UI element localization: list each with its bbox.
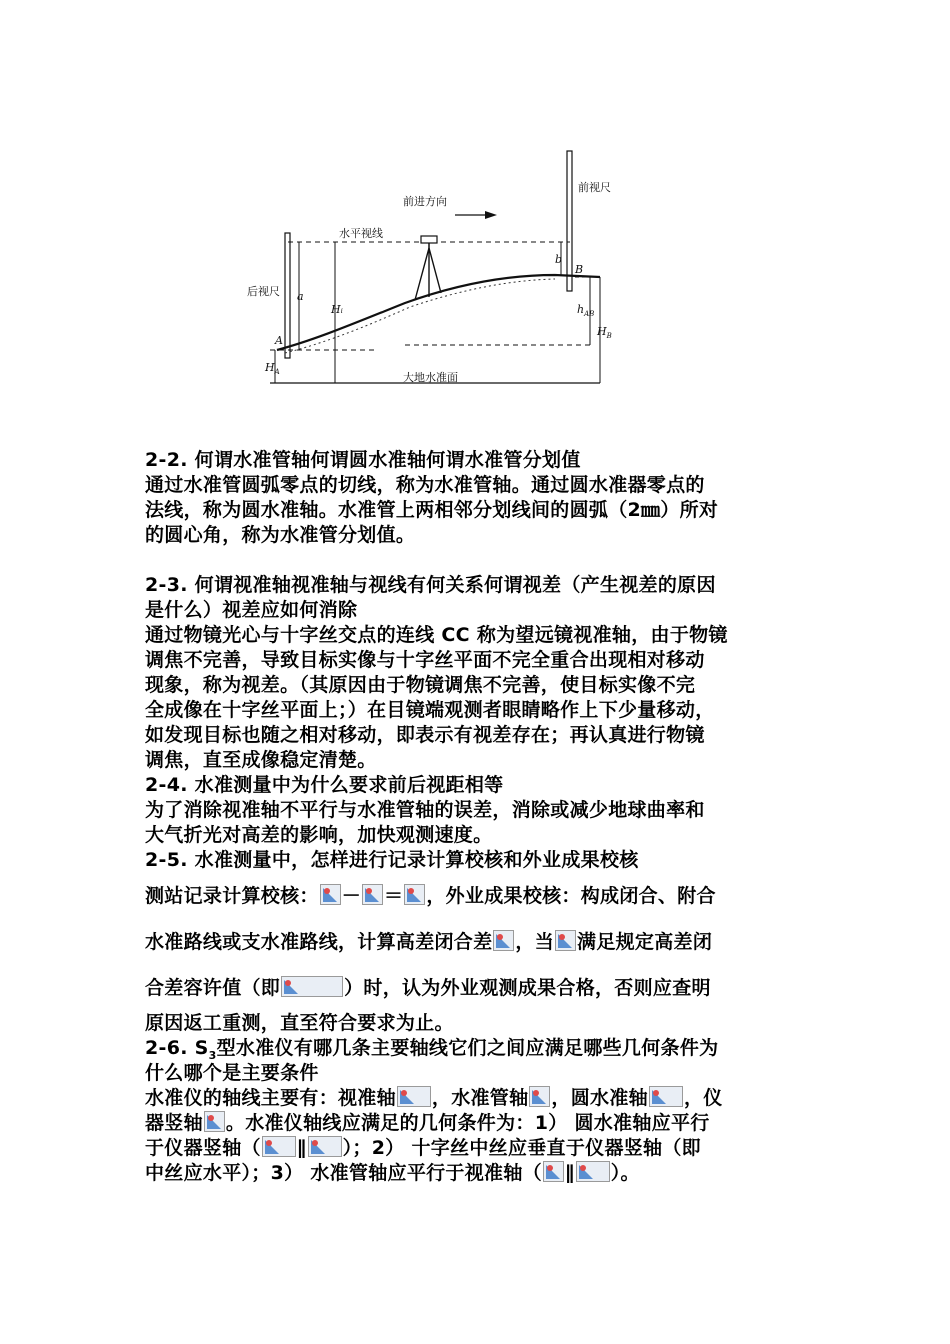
label-horizontal-line: 水平视线 — [339, 227, 383, 240]
label-front-rod: 前视尺 — [578, 181, 611, 194]
q23-line-5: 如发现目标也随之相对移动，即表示有视差存在；再认真进行物镜 — [145, 724, 705, 746]
label-b: b — [555, 253, 563, 266]
label-hi: Hᵢ — [331, 303, 343, 316]
q25-line-3: 合差容许值（即 ）时，认为外业观测成果合格，否则应查明 — [145, 977, 711, 999]
ground-hatching — [285, 279, 555, 353]
formula-image-icon — [543, 1161, 564, 1182]
document-body — [145, 448, 825, 1186]
label-hb: $H_B$ — [597, 325, 612, 340]
front-rod — [567, 151, 572, 291]
q23-line-2: 调焦不完善，导致目标实像与十字丝平面不完全重合出现相对移动 — [145, 649, 705, 671]
formula-image-icon — [649, 1086, 683, 1107]
formula-image-icon — [529, 1086, 550, 1107]
q24-line-1: 为了消除视准轴不平行与水准管轴的误差，消除或减少地球曲率和 — [145, 799, 705, 821]
label-B: B — [575, 263, 584, 276]
formula-image-icon — [204, 1111, 225, 1132]
formula-image-icon — [281, 976, 343, 997]
formula-image-icon — [308, 1136, 342, 1157]
q25-line-4: 原因返工重测，直至符合要求为止。 — [145, 1012, 454, 1034]
q26-line-3: 于仪器竖轴（ ∥ ）；2） 十字丝中丝应垂直于仪器竖轴（即 — [145, 1137, 701, 1159]
q24-line-2: 大气折光对高差的影响，加快观测速度。 — [145, 824, 493, 846]
q26-title-2: 什么哪个是主要条件 — [145, 1062, 319, 1084]
formula-image-icon — [404, 884, 425, 905]
back-rod — [285, 233, 290, 358]
label-A: A — [275, 334, 283, 347]
q23-line-4: 全成像在十字丝平面上；）在目镜端观测者眼睛略作上下少量移动， — [145, 699, 715, 721]
formula-image-icon — [555, 930, 576, 951]
q22-line-3: 的圆心角，称为水准管分划值。 — [145, 524, 416, 546]
label-datum: 大地水准面 — [403, 371, 458, 384]
label-back-rod: 后视尺 — [247, 285, 280, 298]
formula-image-icon — [397, 1086, 431, 1107]
label-ha: $H_A$ — [265, 361, 280, 376]
q23-line-1: 通过物镜光心与十字丝交点的连线 CC 称为望远镜视准轴，由于物镜 — [145, 624, 728, 646]
q26-title-1: 2-6. $S_3$型水准仪有哪几条主要轴线它们之间应满足哪些几何条件为 — [145, 1037, 719, 1062]
label-hab: $h_{AB}$ — [577, 303, 595, 318]
formula-image-icon — [493, 930, 514, 951]
formula-image-icon — [576, 1161, 610, 1182]
level-instrument-icon — [415, 236, 441, 300]
q25-line-2: 水准路线或支水准路线，计算高差闭合差 ，当 满足规定高差闭 — [145, 931, 713, 953]
label-forward: 前进方向 — [403, 195, 447, 208]
q24-title: 2-4. 水准测量中为什么要求前后视距相等 — [145, 774, 504, 796]
q22-line-1: 通过水准管圆弧零点的切线，称为水准管轴。通过圆水准器零点的 — [145, 474, 705, 496]
formula-image-icon — [262, 1136, 296, 1157]
formula-image-icon — [320, 884, 341, 905]
q25-title: 2-5. 水准测量中，怎样进行记录计算校核和外业成果校核 — [145, 849, 639, 871]
q26-line-1: 水准仪的轴线主要有：视准轴 ，水准管轴 ，圆水准轴 ，仪 — [145, 1087, 723, 1109]
formula-image-icon — [362, 884, 383, 905]
label-a: a — [297, 290, 304, 303]
q23-line-6: 调焦，直至成像稳定清楚。 — [145, 749, 377, 771]
leveling-diagram — [247, 145, 630, 400]
q22-title: 2-2. 何谓水准管轴何谓圆水准轴何谓水准管分划值 — [145, 449, 581, 471]
q23-title-2: 是什么）视差应如何消除 — [145, 599, 358, 621]
q23-line-3: 现象，称为视差。（其原因由于物镜调焦不完善，使目标实像不完 — [145, 674, 696, 696]
q23-title-1: 2-3. 何谓视准轴视准轴与视线有何关系何谓视差（产生视差的原因 — [145, 574, 716, 596]
q22-line-2: 法线，称为圆水准轴。水准管上两相邻分划线间的圆弧（2㎜）所对 — [145, 499, 719, 521]
q26-line-2: 器竖轴 。水准仪轴线应满足的几何条件为：1） 圆水准轴应平行 — [145, 1112, 710, 1134]
q26-line-4: 中丝应水平）；3） 水准管轴应平行于视准轴（ ∥ ）。 — [145, 1162, 640, 1184]
forward-arrowhead-icon — [485, 211, 497, 219]
q25-line-1: 测站记录计算校核： － ＝ ，外业成果校核：构成闭合、附合 — [145, 885, 716, 907]
